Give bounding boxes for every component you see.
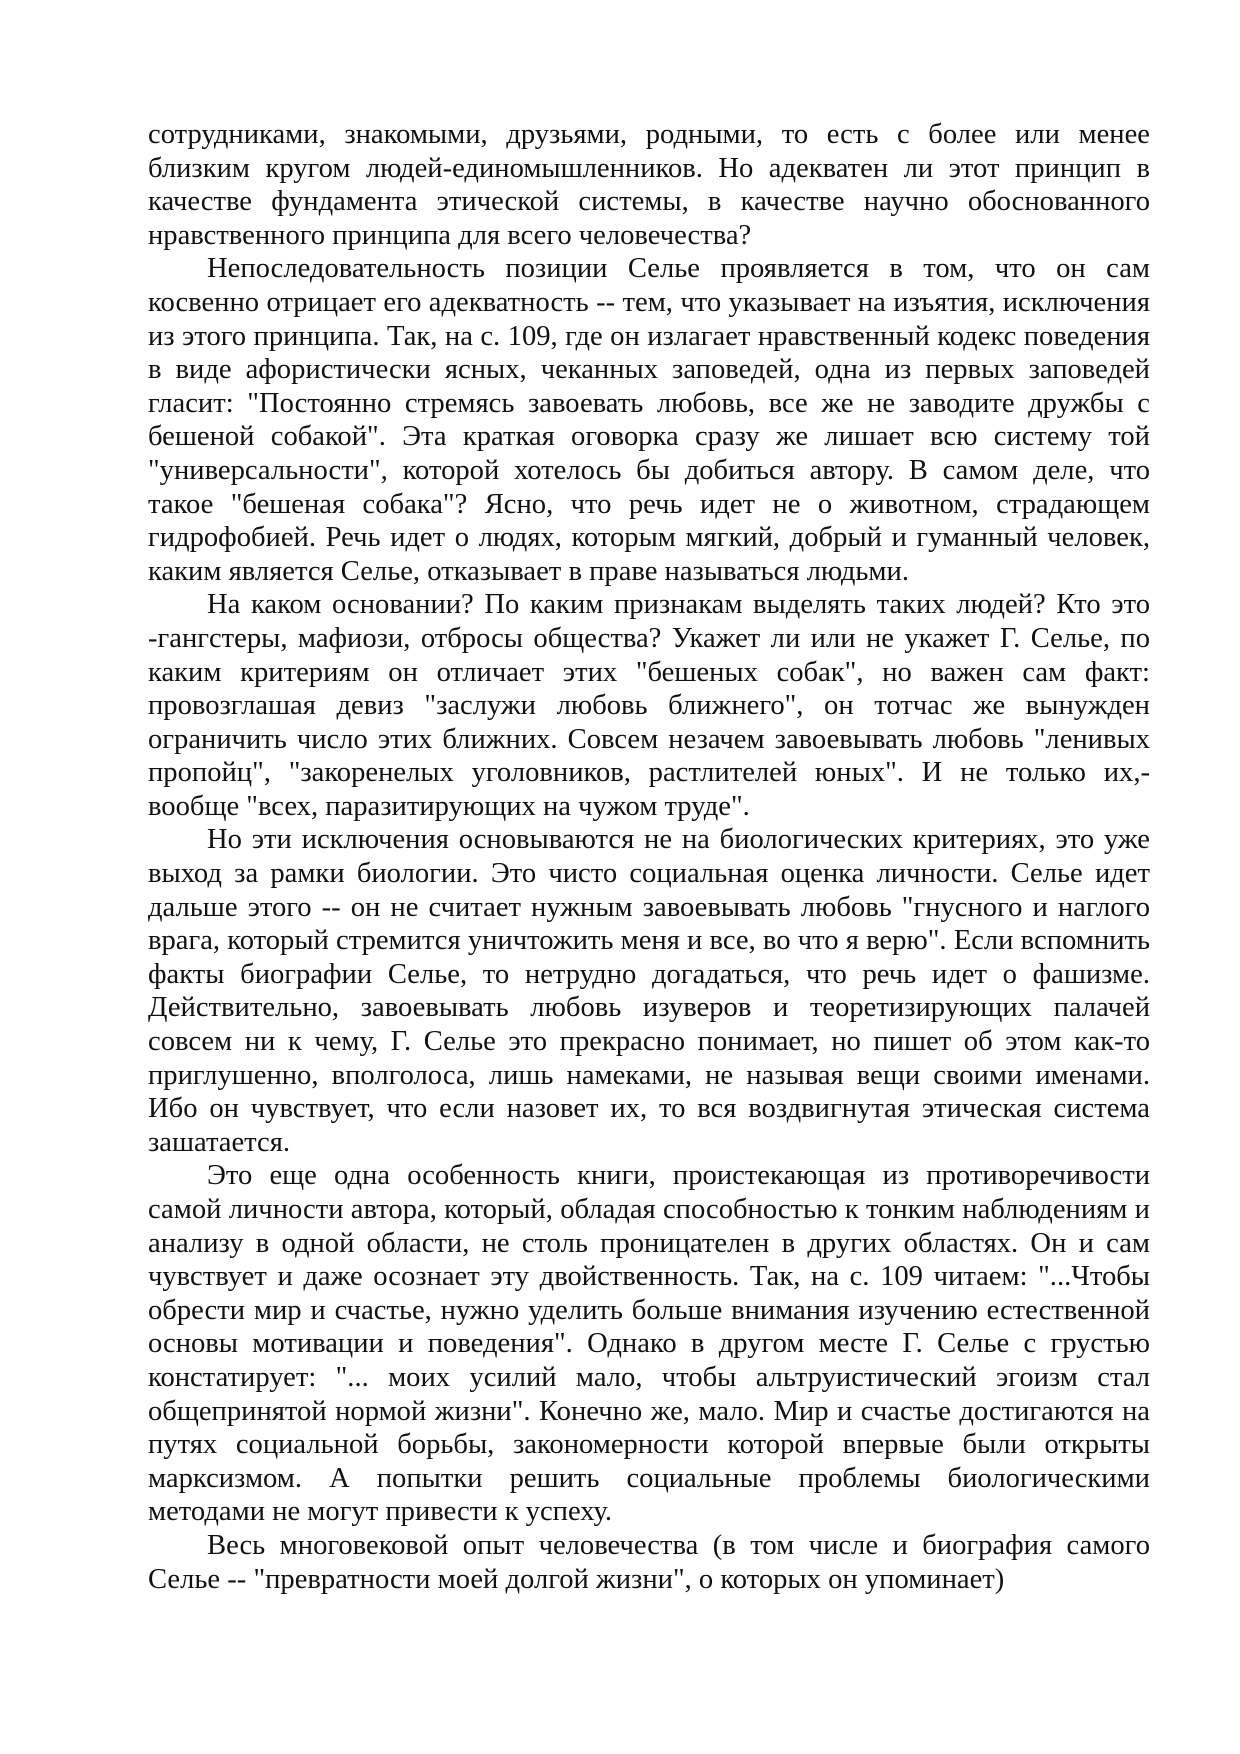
paragraph-1: сотрудниками, знакомыми, друзьями, родными, то есть с более или менее близким кругом людей-единомышленников. Но адекватен ли этот принцип в качестве фундамента этической системы, в качестве научно обоснованного нравственного принципа для всего человечества? [148,119,1150,251]
paragraph-6: Весь многовековой опыт человечества (в том числе и биография самого Селье -- "превратности моей долгой жизни", о которых он упоминает) [148,1529,1150,1595]
paragraph-4: Но эти исключения основываются не на биологических критериях, это уже выход за рамки биологии. Это чисто социальная оценка личности. Селье идет дальше этого -- он не считает нужным завоевывать любовь "гнусного и наглого врага, который стремится уничтожить меня и все, во что я верю". Если вспомнить факты биографии Селье, то нетрудно догадаться, что речь идет о фашизме. Действительно, завоевывать любовь изуверов и теоретизирующих палачей совсем ни к чему, Г. Селье это прекрасно понимает, но пишет об этом как-то приглушенно, вполголоса, лишь намеками, не называя вещи своими именами. Ибо он чувствует, что если назовет их, то вся воздвигнутая этическая система зашатается. [148,824,1150,1158]
paragraph-2: Непоследовательность позиции Селье проявляется в том, что он сам косвенно отрицает его адекватность -- тем, что указывает на изъятия, исключения из этого принципа. Так, на с. 109, где он излагает нравственный кодекс поведения в виде афористически ясных, чеканных заповедей, одна из первых заповедей гласит: "Постоянно стремясь завоевать любовь, все же не заводите дружбы с бешеной собакой". Эта краткая оговорка сразу же лишает всю систему той "универсальности", которой хотелось бы добиться автору. В самом деле, что такое "бешеная собака"? Ясно, что речь идет не о животном, страдающем гидрофобией. Речь идет о людях, которым мягкий, добрый и гуманный человек, каким является Селье, отказывает в праве называться людьми. [148,253,1150,587]
paragraph-5: Это еще одна особенность книги, проистекающая из противоречивости самой личности автора, который, обладая способностью к тонким наблюдениям и анализу в одной области, не столь проницателен в других областях. Он и сам чувствует и даже осознает эту двойственность. Так, на с. 109 читаем: "...Чтобы обрести мир и счастье, нужно уделить больше внимания изучению естественной основы мотивации и поведения". Однако в другом месте Г. Селье с грустью констатирует: "... моих усилий мало, чтобы альтруистический эгоизм стал общепринятой нормой жизни". Конечно же, мало. Мир и счастье достигаются на путях социальной борьбы, закономерности которой впервые были открыты марксизмом. А попытки решить социальные проблемы биологическими методами не могут привести к успеху. [148,1160,1150,1528]
paragraph-3: На каком основании? По каким признакам выделять таких людей? Кто это -гангстеры, мафиози, отбросы общества? Укажет ли или не укажет Г. Селье, по каким критериям он отличает этих "бешеных собак", но важен сам факт: провозглашая девиз "заслужи любовь ближнего", он тотчас же вынужден ограничить число этих ближних. Совсем незачем завоевывать любовь "ленивых пропойц", "закоренелых уголовников, растлителей юных". И не только их,-вообще "всех, паразитирующих на чужом труде". [148,589,1150,822]
document-page [148,118,1150,1596]
